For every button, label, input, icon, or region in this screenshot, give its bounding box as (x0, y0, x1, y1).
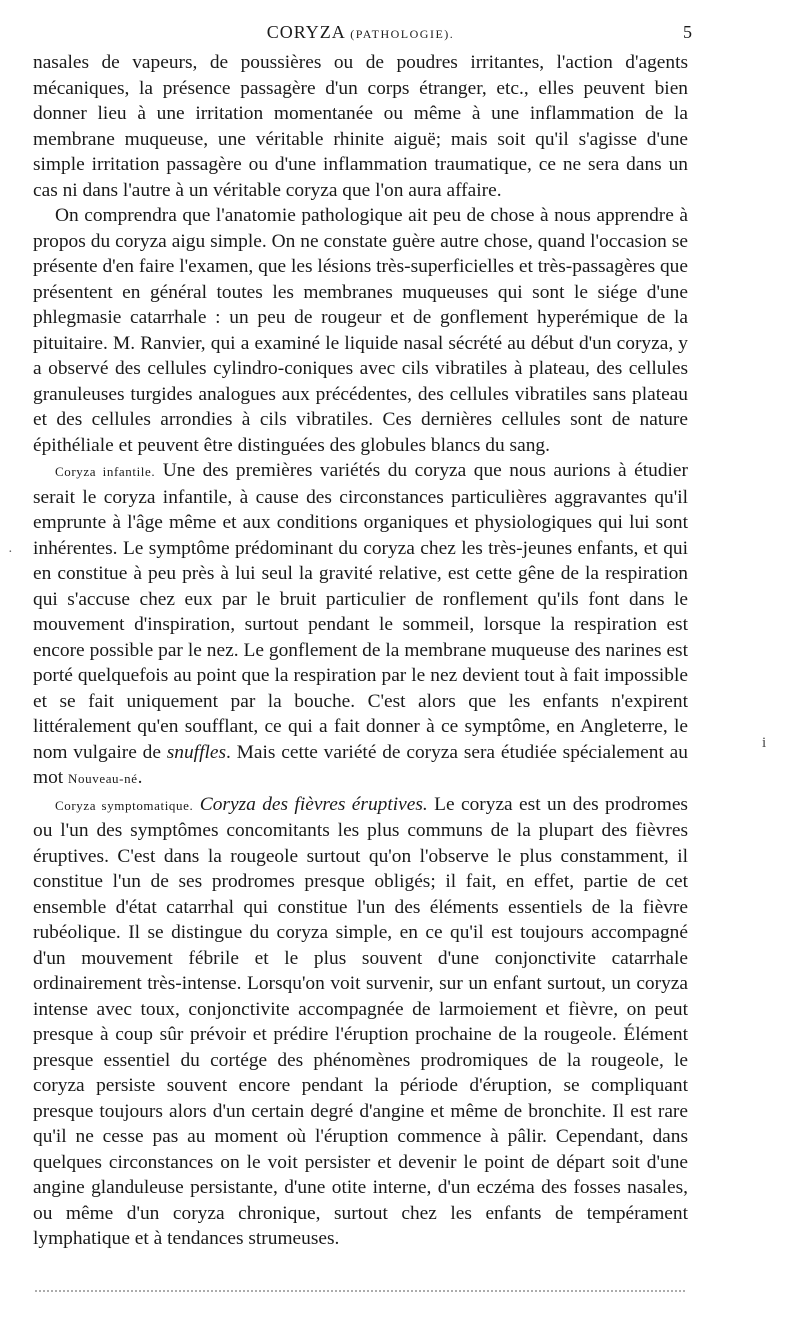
section-lead: Coryza symptomatique. (55, 797, 194, 813)
paragraph-coryza-symptomatique (33, 792, 688, 1252)
bottom-scan-artifact (35, 1290, 685, 1300)
paragraph-text: nasales de vapeurs, de poussières ou de poudres irritantes, l'action d'agents mécaniques, la présence passagère d'un corps étranger, etc., elles peuvent bien donner lieu à une irritation momentanée ou même à une inflammation de la membrane muqueuse, une véritable rhinite aiguë; mais soit qu'il s'agisse d'une simple irritation passagère ou d'une inflammation traumatique, ce ne sera dans un cas ni dans l'autre à un véritable coryza que l'on aura affaire. (33, 52, 688, 201)
paragraph-text: Le coryza est un des prodromes ou l'un des symptômes concomitants les plus communs de la plupart des fièvres éruptives. C'est dans la rougeole surtout qu'on l'observe le plus constamment, il constitue l'un de ses prodromes presque obligés; il fait, en effet, partie de cet ensemble d'état catarrhal qui constitue l'un des éléments essentiels de la fièvre rubéolique. Il se distingue du coryza simple, en ce qu'il est toujours accompagné d'un mouvement fébrile et le plus souvent d'une conjonctivite catarrhale ordinairement très-intense. Lorsqu'on voit survenir, sur un enfant surtout, un coryza intense avec toux, conjonctivite accompagnée de larmoiement et fièvre, on peut presque à coup sûr prévoir et prédire l'éruption prochaine de la rougeole. Élément presque essentiel du cortége des phénomènes prodromiques de la rougeole, le coryza persiste souvent encore pendant la période d'éruption, se compliquant presque toujours alors d'un certain degré d'angine et même de bronchite. Il est rare qu'il ne cesse pas au moment où l'éruption commence à pâlir. Cependant, dans quelques circonstances on le voit persister et devenir le point de départ soit d'une angine glanduleuse persistante, d'une otite interne, d'un eczéma des fosses nasales, ou même d'un coryza chronique, surtout chez les enfants de tempérament lymphatique et à tendances strumeuses. (33, 793, 688, 1249)
paragraph-coryza-infantile (33, 458, 688, 792)
paragraph-text: Une des premières variétés du coryza que nous aurions à étudier serait le coryza infantile, à cause des circonstances particulières aggravantes qu'il emprunte à l'âge même et aux conditions organiques et physiologiques qui lui sont inhérentes. Le symptôme prédominant du coryza chez les très-jeunes enfants, et qui en constitue à peu près à lui seul la gravité relative, est cette gêne de la respiration qui s'accuse chez eux par le bruit particulier de ronflement qu'ils font dans le mouvement d'inspiration, surtout pendant le sommeil, lorsque la respiration est encore possible par le nez. Le gonflement de la membrane muqueuse des narines est porté quelquefois au point que la respiration par le nez devient tout à fait impossible et se fait uniquement par la bouche. C'est alors que les enfants n'expirent littéralement qu'en soufflant, ce qui a fait donner à ce symptôme, en Angleterre, le nom vulgaire de (33, 460, 688, 763)
article-body (33, 50, 688, 1252)
header-subtitle: (PATHOLOGIE). (350, 27, 455, 41)
paragraph-2 (33, 203, 688, 458)
italic-term: snuffles (166, 741, 227, 763)
paragraph-1 (33, 50, 688, 203)
section-lead: Coryza infantile. (55, 464, 156, 479)
margin-mark-left: · (8, 545, 13, 560)
page-number: 5 (683, 22, 693, 42)
running-header (33, 22, 693, 48)
paragraph-text-continued: . Mais cette variété de coryza sera étudiée spécialement au mot (33, 741, 688, 788)
cross-reference: Nouveau-né (68, 771, 138, 786)
italic-subheading: Coryza des fièvres éruptives. (199, 793, 428, 815)
paragraph-text: On comprendra que l'anatomie pathologique ait peu de chose à nous apprendre à propos du coryza aigu simple. On ne constate guère autre chose, quand l'occasion se présente d'en faire l'examen, que les lésions très-superficielles et très-passagères que présentent en général toutes les membranes muqueuses qui sont le siége d'une phlegmasie catarrhale : un peu de rougeur et de gonflement hyperémique de la pituitaire. M. Ranvier, qui a examiné le liquide nasal sécrété au début d'un coryza, y a observé des cellules cylindro-coniques avec cils vibratiles à plateau, des cellules granuleuses turgides analogues aux précédentes, des cellules vibratiles sans plateau et des cellules arrondies à cils vibratiles. Ces dernières cellules sont de nature épithéliale et peuvent être distinguées des globules blancs du sang. (33, 205, 688, 456)
header-title: CORYZA (266, 22, 345, 42)
reference-end: . (137, 767, 143, 788)
page (33, 22, 693, 1252)
margin-mark-right: i (762, 735, 767, 751)
